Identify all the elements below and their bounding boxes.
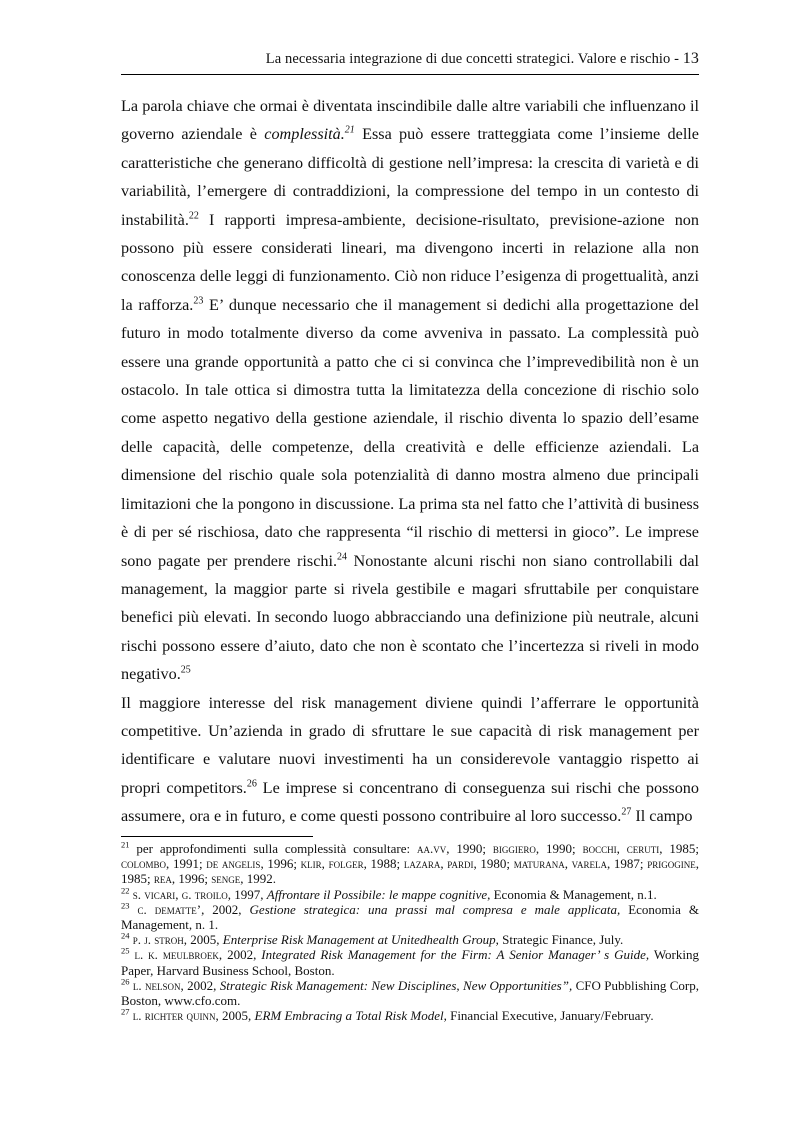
footnote-year: , 2005,: [183, 932, 223, 948]
footnote-text: , 1991;: [166, 856, 207, 872]
footnote-source: , Economia & Management, n.1.: [487, 886, 657, 902]
footnote-author: de angelis: [206, 856, 261, 872]
footnote-23: [121, 902, 699, 932]
footnote-number: 27: [121, 1006, 130, 1017]
p2-text-1: Il maggiore interesse del risk management diviene quindi l’afferrare le opportunità competitive. Un’azienda in grado di sfruttare le sue capacità di risk management per identificare e valutare nuovi investimenti ha un considerevole vantaggio rispetto ai propri competitors.: [121, 693, 699, 797]
footnote-source: Strategic Finance, July.: [498, 932, 624, 948]
footnote-title: Enterprise Risk Management at Unitedhealth Group,: [222, 932, 499, 948]
footnote-author: senge: [211, 871, 241, 887]
footnote-year: , 2005,: [215, 1008, 255, 1024]
footnote-source: Financial Executive, January/February.: [446, 1008, 654, 1024]
footnote-ref-22[interactable]: 22: [188, 210, 199, 222]
main-text: [121, 92, 699, 831]
footnote-author: l. richter quinn: [129, 1008, 216, 1024]
footnote-text: , 1996;: [171, 871, 212, 887]
footnote-year: , 1997,: [227, 886, 267, 902]
footnote-text: , 1987;: [606, 856, 648, 872]
footnote-text: , 1985;: [121, 856, 699, 887]
footnote-title: Affrontare il Possibile: le mappe cognitive: [266, 886, 488, 902]
footnote-text: , 1988;: [363, 856, 404, 872]
footnote-year: , 2002,: [201, 901, 250, 917]
footnote-author: biggiero: [492, 841, 536, 856]
footnote-number: 25: [121, 946, 130, 957]
footnote-source: Working Paper, Harvard Business School, Boston.: [121, 947, 699, 978]
footnote-26: [121, 978, 699, 1008]
footnote-source: CFO Pubblishing Corp, Boston, www.cfo.com.: [121, 977, 700, 1009]
footnote-text: , 1990;: [446, 841, 493, 856]
footnote-ref-27[interactable]: 27: [621, 806, 632, 818]
footnotes: [121, 841, 699, 1023]
footnote-number: 24: [121, 930, 130, 941]
footnote-author: p. j. stroh: [129, 932, 184, 948]
p1-emphasis: complessità.: [264, 125, 345, 144]
footnote-ref-26[interactable]: 26: [246, 778, 257, 790]
p1-text-2: Essa può essere tratteggiata come l’insieme delle caratteristiche che generano difficoltà di gestione nell’impresa: la crescita di varietà e di variabilità, l’emergere di contraddizioni, la compressione del tempo in un contesto di instabilità.: [121, 125, 699, 229]
footnote-year: , 2002,: [218, 947, 262, 963]
p2-text-2: Le imprese si concentrano di conseguenza sui rischi che possono assumere, ora e in futuro, e come questi possono contribuire al loro successo.: [121, 778, 699, 826]
footnote-text: per approfondimenti sulla complessità consultare:: [129, 841, 418, 856]
footnote-number: 21: [121, 839, 130, 850]
footnote-year: , 2002,: [180, 977, 220, 993]
footnote-21: [121, 841, 699, 887]
footnote-author: colombo: [121, 856, 167, 872]
footnote-author: l. nelson: [129, 977, 181, 993]
footnote-ref-21[interactable]: 21: [344, 125, 355, 137]
footnote-22: [121, 887, 699, 902]
footnote-separator: [121, 836, 313, 837]
footnote-ref-25[interactable]: 25: [180, 664, 191, 676]
paragraph-1: [121, 92, 699, 689]
footnote-number: 22: [121, 885, 130, 896]
p1-text-4: E’ dunque necessario che il management si dedichi alla progettazione del futuro in modo totalmente diverso da come avveniva in passato. La complessità può essere una grande opportunità a patto che ci si convinca che l’imprevedibilità non è un ostacolo. In tale ottica si dimostra tutta la limitatezza della concezione di rischio solo come aspetto negativo della gestione aziendale, il rischio diventa lo spazio dell’esame delle capacità, delle competenze, della creatività e delle efficienze aziendali. La dimensione del rischio quale sola potenzialità di danno mostra almeno due principali limitazioni che la pongono in discussione. La prima sta nel fatto che l’attività di business è di per sé rischiosa, dato che rappresenta “il rischio di mettersi in gioco”. Le imprese sono pagate per prendere rischi.: [121, 295, 699, 570]
footnote-source: Economia & Management, n. 1.: [121, 901, 700, 933]
header-rule: [121, 74, 699, 75]
p1-text-3: I rapporti impresa-ambiente, decisione-risultato, previsione-azione non possono più essere considerati lineari, ma divengono incerti in relazione alla non conoscenza delle leggi di funzionamento. Ciò non riduce l’esigenza di progettualità, anzi la rafforza.: [121, 210, 699, 314]
footnote-author: klir, folger: [300, 856, 364, 872]
paragraph-2: [121, 689, 699, 831]
footnote-ref-24[interactable]: 24: [337, 551, 348, 563]
footnote-title: Integrated Risk Management for the Firm: A Senior Manager’ s Guide,: [261, 947, 650, 963]
footnote-title: ERM Embracing a Total Risk Model,: [254, 1008, 447, 1024]
footnote-author: aa.vv: [417, 841, 447, 856]
footnote-author: maturana, varela: [513, 856, 607, 872]
footnote-author: bocchi, ceruti: [582, 841, 660, 856]
footnote-title: Strategic Risk Management: New Disciplines, New Opportunities”,: [219, 977, 573, 993]
p2-text-3: Il campo: [631, 807, 693, 826]
footnote-author: prigogine: [647, 856, 696, 872]
footnote-text: , 1992.: [240, 871, 276, 887]
footnote-number: 26: [121, 976, 130, 987]
footnote-25: [121, 947, 699, 977]
footnote-text: , 1990;: [535, 841, 583, 856]
footnote-title: Gestione strategica: una prassi mal compresa e male applicata,: [249, 901, 621, 917]
footnote-author: l. k. meulbroek: [129, 947, 219, 963]
footnote-author: s. vicari, g. troilo: [129, 886, 228, 902]
page-number: 13: [682, 50, 699, 67]
footnote-number: 23: [121, 900, 130, 911]
footnote-ref-23[interactable]: 23: [193, 295, 204, 307]
footnote-author: c. dematte’: [129, 901, 202, 917]
footnote-text: , 1996;: [260, 856, 301, 872]
header-title: La necessaria integrazione di due concetti strategici. Valore e rischio -: [265, 51, 680, 67]
footnote-text: , 1985;: [659, 841, 699, 856]
footnote-27: [121, 1008, 699, 1023]
footnote-author: rea: [153, 871, 172, 887]
footnote-author: lazara, pardi: [403, 856, 474, 872]
running-header: [121, 50, 699, 68]
p1-text-5: Nonostante alcuni rischi non siano controllabili dal management, la maggior parte si rivela gestibile e magari sfruttabile per conquistare benefici più elevati. In secondo luogo abbracciando una definizione più neutrale, alcuni rischi possono essere d’aiuto, dato che non è scontato che l’incertezza si riveli in modo negativo.: [121, 551, 699, 684]
footnote-text: , 1980;: [473, 856, 514, 872]
footnote-24: [121, 932, 699, 947]
p1-text-1: La parola chiave che ormai è diventata inscindibile dalle altre variabili che influenzano il governo aziendale è: [121, 97, 699, 144]
